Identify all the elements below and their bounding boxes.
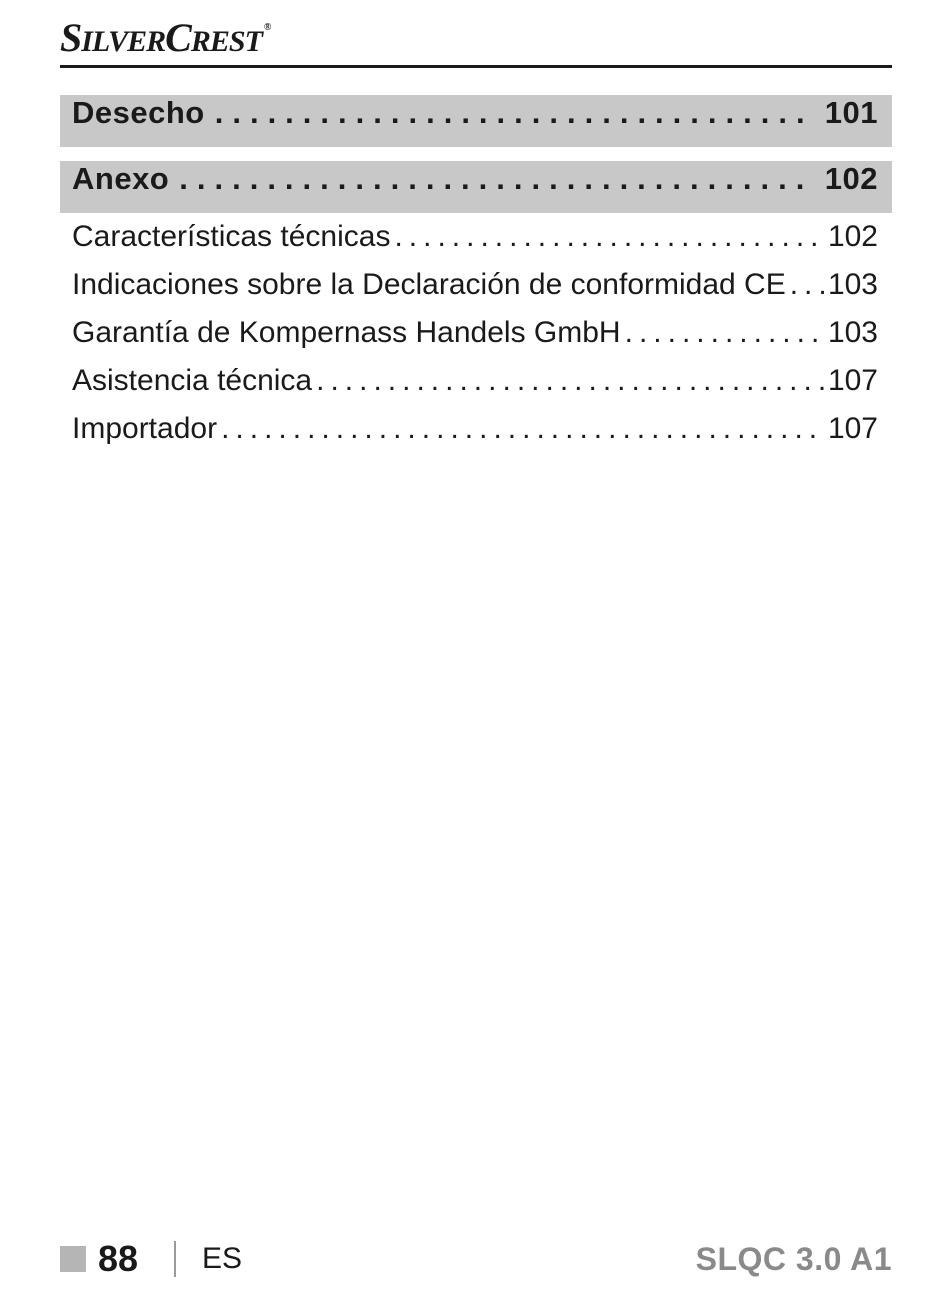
toc-entry-page: 103 bbox=[827, 268, 878, 301]
toc-section-anexo[interactable] bbox=[60, 161, 892, 213]
toc-entry-page: 107 bbox=[827, 412, 878, 445]
toc-entry[interactable] bbox=[60, 261, 892, 309]
leader-dots bbox=[316, 364, 824, 398]
silvercrest-logo bbox=[60, 14, 270, 58]
leader-dots bbox=[790, 268, 824, 302]
toc-entry-title: Características técnicas bbox=[72, 220, 391, 253]
toc-entry[interactable] bbox=[60, 357, 892, 405]
footer-square-marker bbox=[60, 1246, 86, 1272]
language-code: ES bbox=[202, 1242, 243, 1275]
toc-section-title: Desecho bbox=[72, 95, 205, 130]
toc-entry[interactable] bbox=[60, 405, 892, 453]
header-rule bbox=[60, 65, 892, 68]
toc-section-page: 101 bbox=[824, 95, 878, 130]
toc-entry-page: 103 bbox=[827, 316, 878, 349]
logo-letters: ILVER bbox=[81, 25, 166, 58]
toc-section-page: 102 bbox=[824, 161, 878, 196]
toc-entry-page: 107 bbox=[827, 364, 878, 397]
toc-section-title: Anexo bbox=[72, 161, 170, 196]
leader-dots bbox=[394, 220, 823, 254]
registered-mark: ® bbox=[263, 22, 271, 33]
logo-letters: REST bbox=[190, 25, 262, 58]
logo-letter: S bbox=[60, 15, 82, 60]
model-number: SLQC 3.0 A1 bbox=[695, 1240, 892, 1277]
leader-dots bbox=[215, 95, 815, 131]
toc-entry-title: Importador bbox=[72, 412, 218, 445]
toc-entry-title: Garantía de Kompernass Handels GmbH bbox=[72, 316, 621, 349]
leader-dots bbox=[221, 412, 824, 446]
table-of-contents bbox=[60, 95, 892, 453]
toc-entry-title: Indicaciones sobre la Declaración de conformidad CE bbox=[72, 268, 786, 301]
toc-entry-page: 102 bbox=[827, 220, 878, 253]
toc-entry[interactable] bbox=[60, 213, 892, 261]
leader-dots bbox=[179, 161, 815, 197]
toc-entry[interactable] bbox=[60, 309, 892, 357]
toc-section-desecho[interactable] bbox=[60, 95, 892, 147]
logo-letter: C bbox=[165, 15, 191, 60]
footer-divider bbox=[174, 1241, 176, 1277]
leader-dots bbox=[625, 316, 824, 350]
toc-entry-title: Asistencia técnica bbox=[72, 364, 313, 397]
page-footer bbox=[60, 1234, 892, 1284]
page-number: 88 bbox=[98, 1238, 139, 1279]
